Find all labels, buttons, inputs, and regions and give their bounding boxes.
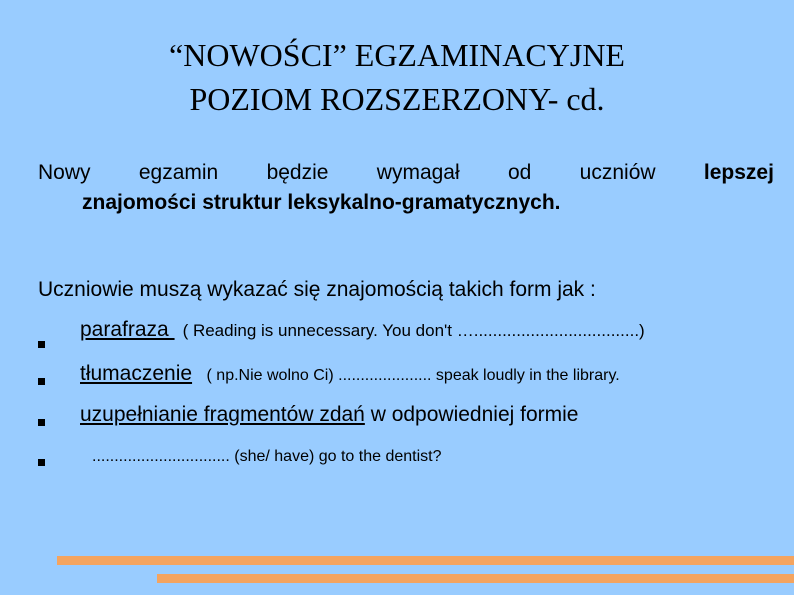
item-example: ( Reading is unnecessary. You don't …...................................) xyxy=(182,321,645,340)
list-item xyxy=(92,448,442,466)
list-item xyxy=(80,403,578,427)
bullet-square-icon xyxy=(38,341,45,348)
item-rest: w odpowiedniej formie xyxy=(364,403,579,426)
list-item xyxy=(80,362,620,386)
intro-word: Nowy xyxy=(38,161,91,184)
item-term: parafraza xyxy=(80,318,175,341)
title-line-1: “NOWOŚCI” EGZAMINACYJNE xyxy=(169,37,625,73)
item-example: ( np.Nie wolno Ci) ..................... speak loudly in the library. xyxy=(206,367,620,384)
intro-word: będzie xyxy=(266,161,329,184)
item-example: ............................... (she/ have) go to the dentist? xyxy=(92,448,442,465)
intro-bold-word: lepszej xyxy=(703,161,774,184)
bullet-square-icon xyxy=(38,419,45,426)
intro-paragraph xyxy=(38,158,774,218)
intro-word: uczniów xyxy=(579,161,656,184)
intro-line-2: znajomości struktur leksykalno-gramatycznych. xyxy=(82,191,561,214)
accent-bar xyxy=(157,574,794,583)
intro-line-1 xyxy=(38,158,774,188)
item-term: tłumaczenie xyxy=(80,362,193,385)
list-item xyxy=(80,318,645,342)
page-title xyxy=(0,33,794,121)
intro-word: od xyxy=(507,161,532,184)
bullet-square-icon xyxy=(38,378,45,385)
item-term: uzupełnianie fragmentów zdań xyxy=(80,403,365,426)
title-line-2: POZIOM ROZSZERZONY- cd. xyxy=(189,81,605,117)
intro-word: wymagał xyxy=(376,161,460,184)
accent-bar xyxy=(57,556,794,565)
bullet-square-icon xyxy=(38,459,45,466)
intro-word: egzamin xyxy=(138,161,219,184)
requirement-text: Uczniowie muszą wykazać się znajomością takich form jak : xyxy=(38,278,596,301)
